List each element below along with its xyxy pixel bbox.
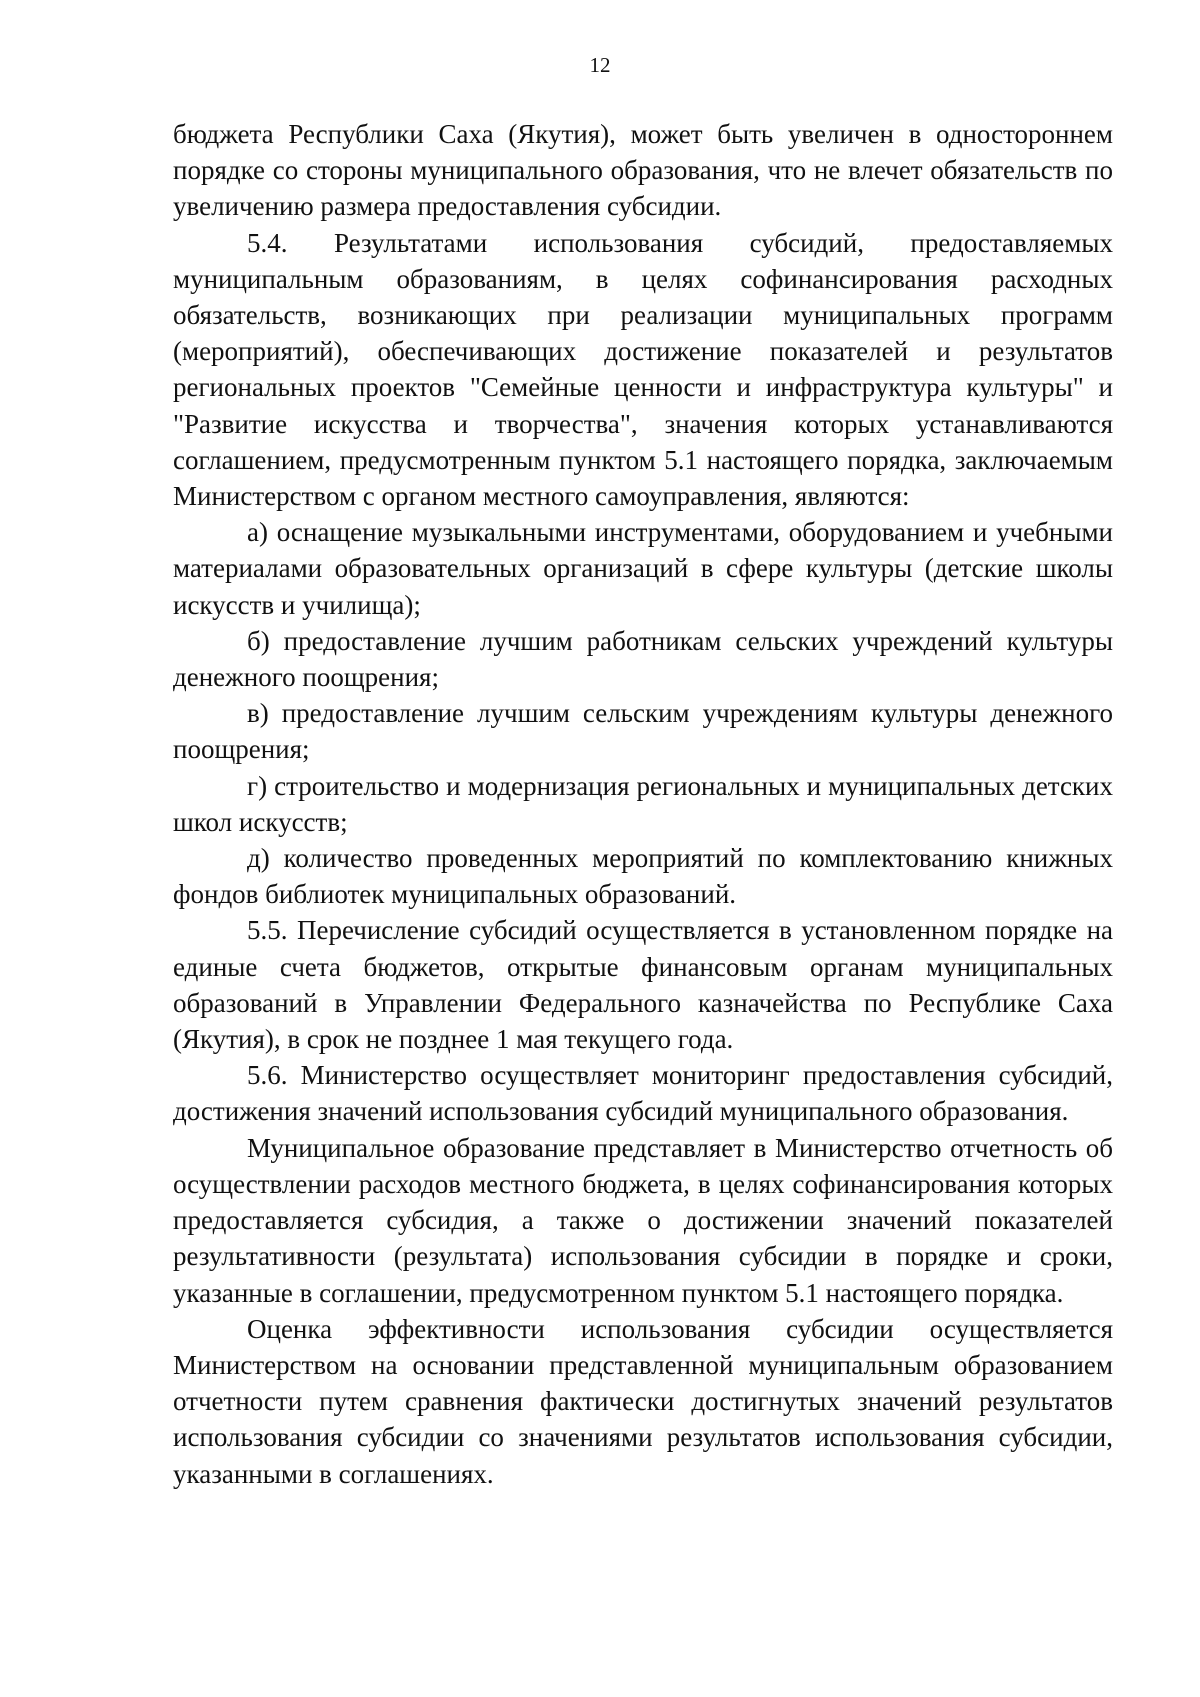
paragraph-evaluation: Оценка эффективности использования субсидии осуществляется Министерством на основании представленной муниципальным образованием отчетности путем сравнения фактически достигнутых значений результатов использования субсидии со значениями результатов использования субсидии, указанными в соглашениях.: [173, 1313, 1113, 1489]
paragraph-5-6: 5.6. Министерство осуществляет мониторинг предоставления субсидий, достижения значений использования субсидий муниципального образования.: [173, 1060, 1113, 1127]
paragraph-5-5: 5.5. Перечисление субсидий осуществляется в установленном порядке на единые счета бюджетов, открытые финансовым органам муниципальных образований в Управлении Федерального казначейства по Республике Саха (Якутия), в срок не позднее 1 мая текущего года.: [173, 915, 1113, 1055]
paragraph-continuation: бюджета Республики Саха (Якутия), может быть увеличен в одностороннем порядке со стороны муниципального образования, что не влечет обязательств по увеличению размера предоставления субсидии.: [173, 119, 1113, 222]
list-item-b: б) предоставление лучшим работникам сельских учреждений культуры денежного поощрения;: [173, 625, 1113, 693]
list-item-a: а) оснащение музыкальными инструментами, оборудованием и учебными материалами образовательных организаций в сфере культуры (детские школы искусств и училища);: [173, 517, 1113, 620]
list-item-d: д) количество проведенных мероприятий по комплектованию книжных фондов библиотек муниципальных образований.: [173, 843, 1113, 910]
list-item-g: г) строительство и модернизация региональных и муниципальных детских школ искусств;: [173, 770, 1113, 837]
document-body: [173, 116, 1113, 1492]
paragraph-5-4: 5.4. Результатами использования субсидий, предоставляемых муниципальным образованиям, в целях софинансирования расходных обязательств, возникающих при реализации муниципальных программ (мероприятий), обеспечивающих достижение показателей и результатов региональных проектов "Семейные ценности и инфраструктура культуры" и "Развитие искусства и творчества", значения которых устанавливаются соглашением, предусмотренным пунктом 5.1 настоящего порядка, заключаемым Министерством с органом местного самоуправления, являются:: [173, 227, 1113, 512]
list-item-v: в) предоставление лучшим сельским учреждениям культуры денежного поощрения;: [173, 698, 1113, 765]
page-number: 12: [589, 53, 611, 77]
paragraph-reporting: Муниципальное образование представляет в Министерство отчетность об осуществлении расходов местного бюджета, в целях софинансирования которых предоставляется субсидия, а также о достижении значений показателей результативности (результата) использования субсидии в порядке и сроки, указанные в соглашении, предусмотренном пунктом 5.1 настоящего порядка.: [173, 1132, 1113, 1308]
